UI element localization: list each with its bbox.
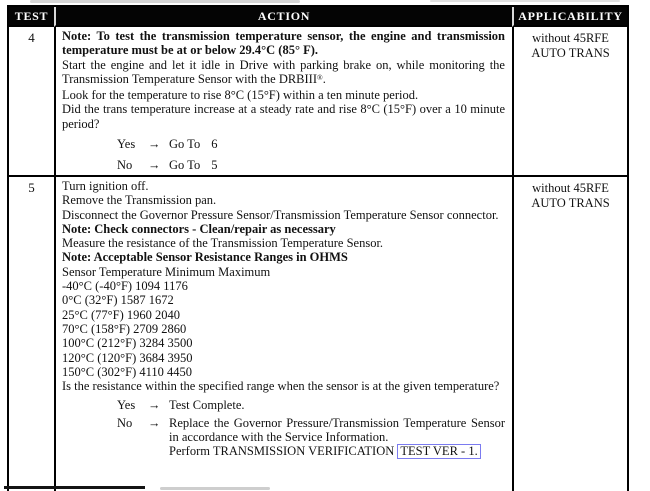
test-number-cell	[9, 27, 54, 177]
resistance-table-row: 0°C (32°F) 1587 1672	[62, 293, 174, 308]
action-question: Is the resistance within the specified range when the sensor is at the given temperature?	[62, 379, 500, 394]
resistance-table-row: 120°C (120°F) 3684 3950	[62, 350, 193, 365]
no-result: Go To 5	[169, 158, 218, 173]
yes-branch	[117, 137, 505, 151]
applicability-cell-test-5	[512, 177, 627, 491]
resistance-table-header: Sensor Temperature Minimum Maximum	[62, 264, 271, 279]
scan-artifact	[30, 0, 300, 3]
yes-result: Test Complete.	[169, 398, 245, 413]
column-header-applicability: APPLICABILITY	[512, 7, 627, 27]
resistance-table-row: 25°C (77°F) 1960 2040	[62, 307, 180, 322]
resistance-table-row: 70°C (158°F) 2709 2860	[62, 321, 187, 336]
yes-label: Yes	[117, 398, 136, 413]
arrow-icon: →	[148, 398, 161, 413]
no-label: No	[117, 158, 133, 173]
yes-branch	[117, 398, 505, 412]
action-question: Did the trans temperature increase at a steady rate and rise 8°C (15°F) over a 10 minute period?	[62, 102, 505, 131]
test-ver-1-link[interactable]: TEST VER - 1.	[397, 444, 480, 459]
column-header-action: ACTION	[54, 7, 512, 27]
registered-trademark-symbol: ®	[317, 72, 323, 82]
test-number: 4	[28, 30, 35, 45]
action-step: Start the engine and let it idle in Drive with parking brake on, while monitoring the Transmission Temperature Sensor with the DRBIII®.	[62, 57, 505, 86]
applicability-cell-test-4	[512, 27, 627, 177]
action-step: Disconnect the Governor Pressure Sensor/Transmission Temperature Sensor connector.	[62, 207, 499, 222]
applicability-line: AUTO TRANS	[531, 195, 610, 210]
arrow-icon: →	[148, 158, 161, 173]
no-label: No	[117, 415, 133, 430]
resistance-table-row: -40°C (-40°F) 1094 1176	[62, 279, 188, 294]
action-step: Turn ignition off.	[62, 179, 149, 193]
action-cell-test-4	[54, 27, 512, 177]
yes-label: Yes	[117, 137, 136, 152]
verification-line: Perform TRANSMISSION VERIFICATION TEST VER - 1.	[169, 444, 505, 459]
no-result-text: Replace the Governor Pressure/Transmission Temperature Sensor in accordance with the Service Information.	[169, 415, 505, 445]
no-branch	[117, 158, 505, 172]
arrow-icon: →	[148, 415, 161, 430]
scan-artifact	[4, 486, 145, 489]
no-branch	[117, 416, 505, 460]
action-step: Measure the resistance of the Transmission Temperature Sensor.	[62, 236, 384, 251]
resistance-table-row: 150°C (302°F) 4110 4450	[62, 364, 193, 379]
arrow-icon: →	[148, 137, 161, 152]
action-note: Note: Acceptable Sensor Resistance Ranges in OHMS	[62, 250, 348, 265]
scan-artifact	[430, 0, 620, 2]
action-step: Look for the temperature to rise 8°C (15°F) within a ten minute period.	[62, 88, 419, 103]
applicability-line: without 45RFE	[532, 31, 609, 45]
test-action-table	[7, 5, 629, 491]
action-note: Note: To test the transmission temperature sensor, the engine and transmission temperature must be at or below 29.4°C (85° F).	[62, 29, 505, 58]
go-to-target: 5	[211, 158, 218, 173]
go-to-target: 6	[211, 137, 218, 152]
column-header-test: TEST	[9, 7, 54, 27]
resistance-table-row: 100°C (212°F) 3284 3500	[62, 336, 193, 351]
test-number-cell	[9, 177, 54, 491]
action-step: Remove the Transmission pan.	[62, 193, 217, 208]
applicability-line: without 45RFE	[532, 181, 609, 195]
scan-artifact	[160, 487, 270, 490]
action-cell-test-5	[54, 177, 512, 491]
action-note: Note: Check connectors - Clean/repair as necessary	[62, 221, 336, 236]
applicability-line: AUTO TRANS	[531, 45, 610, 60]
test-number: 5	[28, 180, 35, 195]
yes-result: Go To 6	[169, 137, 218, 152]
no-result	[169, 416, 505, 460]
